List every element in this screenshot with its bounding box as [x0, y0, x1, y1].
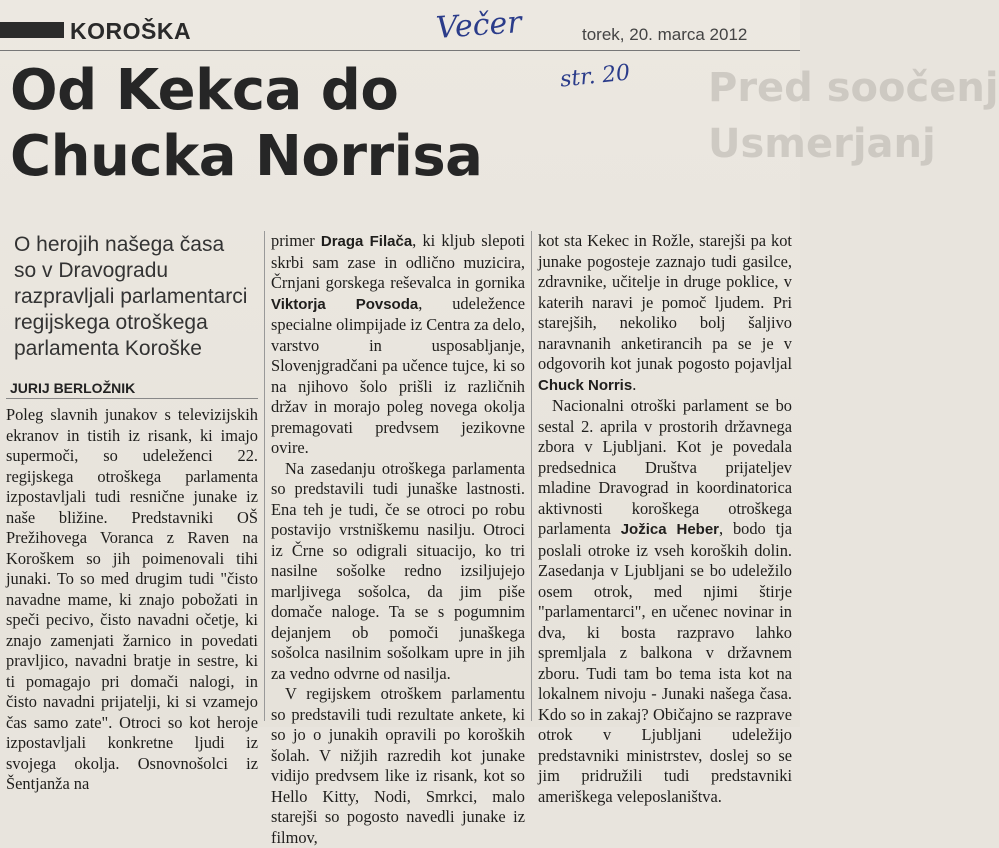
col3-paragraph-2: Nacionalni otroški parlament se bo sestal 2. aprila v prostorih državnega zbora v Ljubljani. Kot je povedala predsednica Društva prijateljev mladine Dravograd in koordinatorica aktivnosti koroškega otroškega parlamenta Jožica Heber, bodo tja poslali otroke iz vseh koroških dolin. Zasedanja v Ljubljani se bo udeležilo osem otrok, med njimi štirje "parlamentarci", en učenec novinar in dva, ki bosta razpravo lahko spremljala z balkona v državnem zboru. Tudi tam bo tema ista kot na lokalnem nivoju - Junaki našega časa. Kdo so in zakaj? Običajno se razprave otrok v Ljubljani udeležijo predstavniki ministrstev, doslej so se jim pridružili tudi predstavniki ameriškega veleposlaništva. [538, 396, 792, 806]
publication-date: torek, 20. marca 2012 [582, 25, 748, 44]
col2-paragraph-3: V regijskem otroškem parlamentu so predstavili tudi rezultate ankete, ki so jo o junakih opravili po koroških šolah. V nižjih razredih kot junake vidijo predvsem like iz risank, kot so Hello Kitty, Nodi, Smrkci, malo starejši so pogosto navedli junake iz filmov, [271, 684, 525, 847]
headline-line-2: Chucka Norrisa [10, 124, 483, 189]
byline-divider [6, 398, 258, 399]
adjacent-line-2: Usmerjanj [708, 121, 936, 167]
column-divider-2 [531, 231, 532, 721]
section-bar [0, 22, 64, 38]
header-divider [0, 50, 800, 51]
headline-line-1: Od Kekca do [10, 58, 399, 123]
article-column-1 [6, 405, 258, 795]
col2-paragraph-2: Na zasedanju otroškega parlamenta so predstavili tudi junaške lastnosti. Ena teh je tudi, če se otroci po robu postavijo vrstniškemu nasilju. Otroci iz Črne so odigrali situacijo, ko tri nasilne sošolke redno izsiljujejo marljivega sošolca, da jim piše domače naloge. Ta se s pogumnim dejanjem ob pomoči junaškega sošolca nasilnim sošolkam upre in jih za vedno odvrne od nasilja. [271, 458, 525, 683]
col1-paragraph-1: Poleg slavnih junakov s televizijskih ekranov in tistih iz risank, ki imajo supermoči, so udeleženci 22. regijskega otroškega parlamenta izpostavljali tudi resnične junake iz naše bližine. Predstavniki OŠ Prežihovega Voranca z Raven na Koroškem so jih poimenovali tihi junaki. To so med drugim tudi "čisto navadne mame, ki znajo pobožati in speči pecivo, čisto navadni očetje, ki znajo zamenjati žarnico in povedati pravljico, navadni bratje in sestre, ki ti pomagajo pri domači nalogi, in čisto navadni prijatelji, ki si vzamejo čas samo zate". Otroci so kot heroje izpostavljali konkretne ljudi iz svojega okolja. Osnovnošolci iz Šentjanža na [6, 405, 258, 793]
article-column-3 [538, 231, 792, 807]
adjacent-line-1: Pred soočenj [708, 65, 999, 111]
byline: JURIJ BERLOŽNIK [10, 380, 136, 396]
col2-paragraph-1: primer Draga Filača, ki kljub slepoti skrbi sam zase in odlično muzicira, Črnjani gorskega reševalca in gornika Viktorja Povsoda, udeležence specialne olimpijade iz Centra za delo, varstvo in usposabljanje, Slovenjgradčani pa učence tujce, ki so na njihovo šolo prišli iz različnih držav in morajo poleg novega okolja premagovati predvsem jezikovne ovire. [271, 231, 525, 457]
headline [10, 58, 482, 190]
column-divider-1 [264, 231, 265, 721]
adjacent-article-headline [708, 60, 999, 172]
col3-paragraph-1: kot sta Kekec in Rožle, starejši pa kot junake pogosteje zaznajo tudi gasilce, zdravnike, učitelje in druge poklice, v katerih naravi je pomoč ljudem. Pri starejših, nekoliko bolj šaljivo naravnanih anketirancih pa se je v odgovorih kot junak pogosto pojavljal Chuck Norris. [538, 231, 792, 394]
person-name: Jožica Heber [620, 521, 719, 538]
person-name: Chuck Norris [538, 376, 633, 394]
person-name: Draga Filača [320, 233, 413, 250]
article-column-2 [271, 231, 525, 848]
newspaper-stamp: Večer [434, 5, 523, 46]
person-name: Viktorja Povsoda [271, 295, 419, 313]
handwritten-note: str. 20 [558, 60, 632, 93]
lead-paragraph: O herojih našega časa so v Dravogradu razpravljali parlamentarci regijskega otroškega parlamenta Koroške [14, 233, 248, 360]
section-label: KOROŠKA [70, 18, 192, 44]
